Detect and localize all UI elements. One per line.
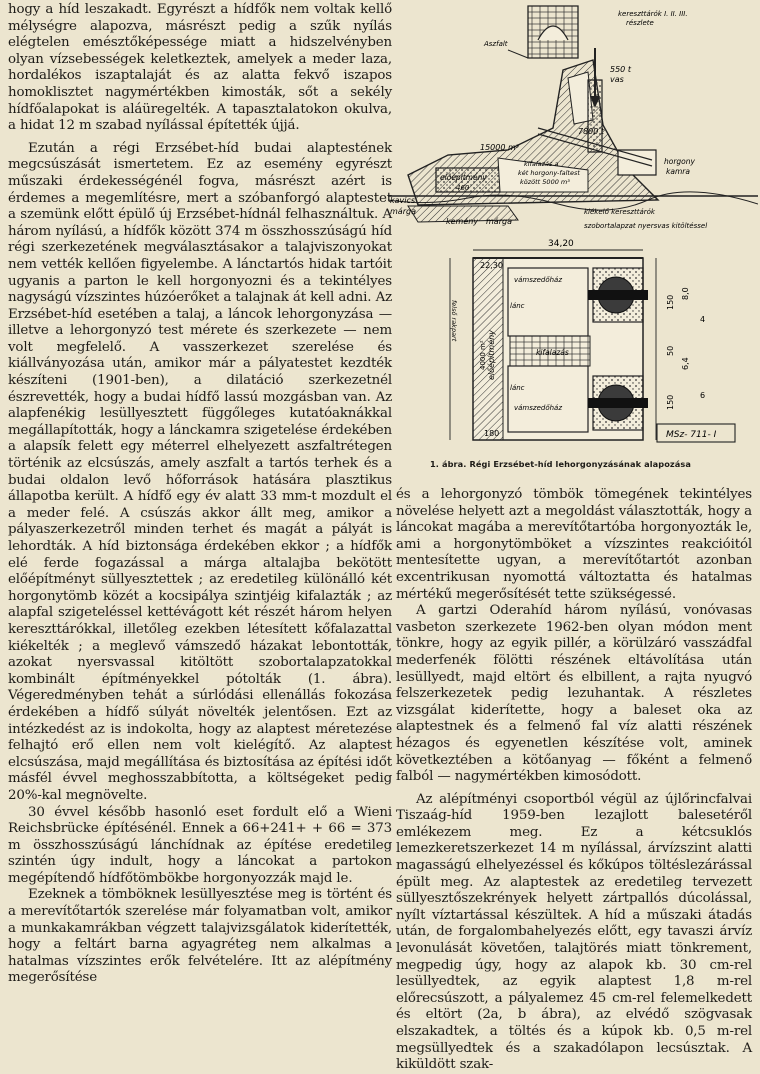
label-7800: 7800 t bbox=[578, 127, 605, 136]
dim-180: 180 bbox=[484, 429, 500, 438]
label-kiekelo: kiékelő kereszttárók bbox=[584, 208, 655, 216]
dim-50: 50 bbox=[666, 345, 675, 356]
paragraph: A gartzi Oderahíd három nyílású, vonóvasas vasbeton szerkezete 1962-ben olyan módon ment tönkre, hogy az egyik pillér, a körülzáró vasszádfal mederfenék fölötti részének eltávolítása után lesüllyedt, majd eltört és elbillent, a rajta nyugvó felszerkezetek pedig lezuhantak. A részletes vizsgálat kiderítette, hogy a baleset oka az alaptestnek és a felmenő fal víz alatti részének hézagos és egyenetlen készítése volt, aminek következtében a kötőanyag — főként a felmenő falból — nagymértékben kimosódott. bbox=[396, 603, 752, 785]
label-kereszttarok: kereszttárók I. II. III. bbox=[618, 10, 688, 18]
paragraph: és a lehorgonyzó tömbök tömegének tekintélyes növelése helyett azt a megoldást választották, hogy a láncokat magába a merevítőtartóba horgonyozták le, ami a horgonytömböket a vízszintes reakcióitól mentesítette ugyan, a merevítőtartót azonban excentrikusan nyomottá változtatta és hatalmas mértékű megerősítését tette szükségessé. bbox=[396, 487, 752, 602]
paragraph: Az alépítményi csoportból végül az újlőrincfalvai Tiszaág-híd 1959-ben lezajlott balesetéről emlékezem meg. Ez a kétcsuklós lemezkeretszerkezet 14 m nyílással, árvízszint alatti magasságú elhelyezéssel és kőkúpos töltéslezárással épült meg. Az alaptestek az eredetileg tervezett süllyesztőszekrények helyett zártpallós dúcolással, nyílt víztartással készültek. A híd a műszaki átadás után, de forgalombahelyezés előtt, egy tavaszi árvíz levonulását követően, talajtörés miatt tönkrement, megpedig úgy, hogy az alapok kb. 30 cm-rel lesüllyedtek, az egyik alaptest 1,8 m-rel előrecsúszott, a pályalemez 45 cm-rel felemelkedett és eltört (2a, b ábra), az elvédő szögvasak elszakadtek, a töltés és a kúpok kb. 0,5 m-rel megsüllyedtek és a szakadólapon lecsúsztak. A kiküldött szak- bbox=[396, 791, 752, 1073]
left-column bbox=[8, 2, 392, 987]
label-460: 460 bbox=[456, 184, 470, 192]
label-marga2: márga bbox=[486, 217, 512, 226]
label-vamszedo: vámszedőház bbox=[514, 276, 563, 284]
figure-caption: 1. ábra. Régi Erzsébet-híd lehorgonyzásának alapozása bbox=[430, 459, 692, 469]
label-reszlete: részlete bbox=[626, 19, 654, 27]
label-kifalazas2: kifalazás bbox=[536, 348, 569, 357]
dim-150a: 150 bbox=[666, 294, 675, 310]
label-ket-horgony: két horgony-faltest bbox=[518, 169, 580, 177]
label-horgony: horgony bbox=[664, 157, 695, 166]
figure-code: MSz- 711- I bbox=[666, 430, 717, 440]
label-aszfalt: Aszfalt bbox=[484, 40, 508, 48]
label-kavics: kavics bbox=[390, 196, 416, 205]
label-vas550: 550 t bbox=[610, 65, 631, 74]
dim-6: 6 bbox=[700, 391, 706, 400]
dim-80: 8,0 bbox=[681, 287, 690, 300]
section-view bbox=[388, 6, 758, 222]
label-4000: 4000 m² bbox=[479, 340, 487, 370]
figure-1 bbox=[388, 0, 758, 478]
dim-4: 4 bbox=[700, 315, 706, 324]
label-lanc2: lánc bbox=[510, 384, 525, 392]
label-lanc: lánc bbox=[510, 302, 525, 310]
paragraph: Ezeknek a tömböknek lesüllyesztése meg is történt és a merevítőtartók szerelése már folyamatban volt, amikor a munkakamrákban végzett talajvizsgálatok kiderítették, hogy a feltárt barna agyagréteg nem alkalmas a hatalmas vízszintes erők felvételére. Itt az alépítmény megerősítése bbox=[8, 887, 392, 986]
dim-3420: 34,20 bbox=[548, 239, 574, 249]
label-kemeny: kemény bbox=[446, 217, 479, 226]
label-vas: vas bbox=[610, 75, 624, 84]
label-felso: felső rakpart bbox=[450, 300, 458, 342]
dim-150b: 150 bbox=[666, 394, 675, 410]
label-kozott: között 5000 m³ bbox=[520, 178, 570, 186]
label-eloepitmeny: előépítmény bbox=[440, 173, 487, 182]
figure-drawing bbox=[388, 0, 758, 458]
label-eloepitmeny2: előépítmény bbox=[487, 330, 496, 380]
dim-64: 6,4 bbox=[681, 357, 690, 370]
paragraph: hogy a híd leszakadt. Egyrészt a hídfők nem voltak kellő mélységre alapozva, másrészt pedig a szűk nyílás elégtelen emésztőképessége miatt a hidszelvényben olyan vízsebességek keletkeztek, amelyek a meder laza, hordalékos iszaptalaját és az alatta fekvő iszapos homoklisztet nagymértékben kimosták, sőt a sekély hídfőalapokat is aláüregelték. A tapasztalatokon okulva, a hidat 12 m szabad nyílással építették újjá. bbox=[8, 2, 392, 134]
paragraph: Ezután a régi Erzsébet-híd budai alaptestének megcsúszását ismertetem. Ez az esemény egyrészt műszaki érdekességénél fogva, másrészt azért is érdemes a megemlítésre, mert a szóbanforgó alaptestet a szemünk előtt épülő új Erzsébet-hídnál felhasználtuk. A három nyílású, a hídfők között 374 m összhosszúságú híd régi szerkezetének megválasztásakor a talajviszonyokat nem vették kellően figyelembe. A lánctartós hidak tartóit ugyanis a parton le kell horgonyozni és a tekintélyes nagyságú vízszintes húzóerőket a talajnak át kell adni. Az Erzsébet-híd esetében a talaj, a láncok lehorgonyzása — illetve a lehorgonyzó test mérete és szerkezete — nem volt megfelelő. A vasszerkezet szerelése és kiállványozása után, amikor már a pályatestet kezdték készíteni (1901-ben), a dilatáció szerkezetnél észrevették, hogy a budai hídfő lassú mozgásban van. Az alapfenékig lesüllyesztett függőleges kutatóaknákkal megállapították, hogy a lánckamra szigetelése érdekében a alapsík felett egy méterrel elhelyezett aszfaltrétegen történik az elcsúszás, amely aszfalt a tartós terhek és a budai oldalon levő hőforrások hatására plasztikus állapotba került. A hídfő egy év alatt 33 mm-t mozdult el a meder felé. A csúszás akkor állt meg, amikor a pályaszerkezetről minden terhet és magát a pályát is lehordták. A híd biztonsága érdekében ekkor ; a hídfők elé ferde fogazással a márga altalajba bekötött előépítményt süllyesztettek ; az eredetileg különálló két horgonytömb közét a kocsipálya szintjéig kifalazták ; az alapfal szigeteléssel kettévágott két részét három helyen kereszttárókkal, illetőleg ezekben létesített kőfalazattal kiékelték ; a meglevő vámszedő házakat lebontották, azokat nyersvassal kitöltött szobortalapzatokkal kombinált építményekkel pótolták (1. ábra). Végeredményben tehát a súrlódási ellenállás fokozása érdekében a hídfő súlyát növelték jelentősen. Ezt az intézkedést az is indokolta, hogy az alaptest méretezése felhajtó erő ellen nem volt kielégítő. Az alaptest elcsúszása, majd megállítása és biztosítása az építési időt másfél évvel meghosszabbította, a költségeket pedig 20%-kal megnövelte. bbox=[8, 140, 392, 803]
paragraph: 30 évvel később hasonló eset fordult elő a Wieni Reichsbrücke építésénél. Ennek a 66+241+ + 66 = 373 m összhosszúságú lánchídnak az építése eredetileg szintén úgy indult, hogy a láncokat a partokon megépítendő hídfőtömbökbe horgonyozzák majd le. bbox=[8, 804, 392, 886]
label-kifalazas: kifalazás a bbox=[524, 160, 559, 168]
dim-2230: 22,30 bbox=[480, 261, 503, 270]
label-vamszedo2: vámszedőház bbox=[514, 404, 563, 412]
label-szobortalap: szobortalapzat nyersvas kitöltéssel bbox=[584, 222, 708, 230]
label-marga: márga bbox=[390, 207, 416, 216]
label-kamra: kamra bbox=[666, 167, 690, 176]
label-15000: 15000 m³ bbox=[480, 143, 519, 152]
right-column bbox=[396, 487, 752, 1074]
